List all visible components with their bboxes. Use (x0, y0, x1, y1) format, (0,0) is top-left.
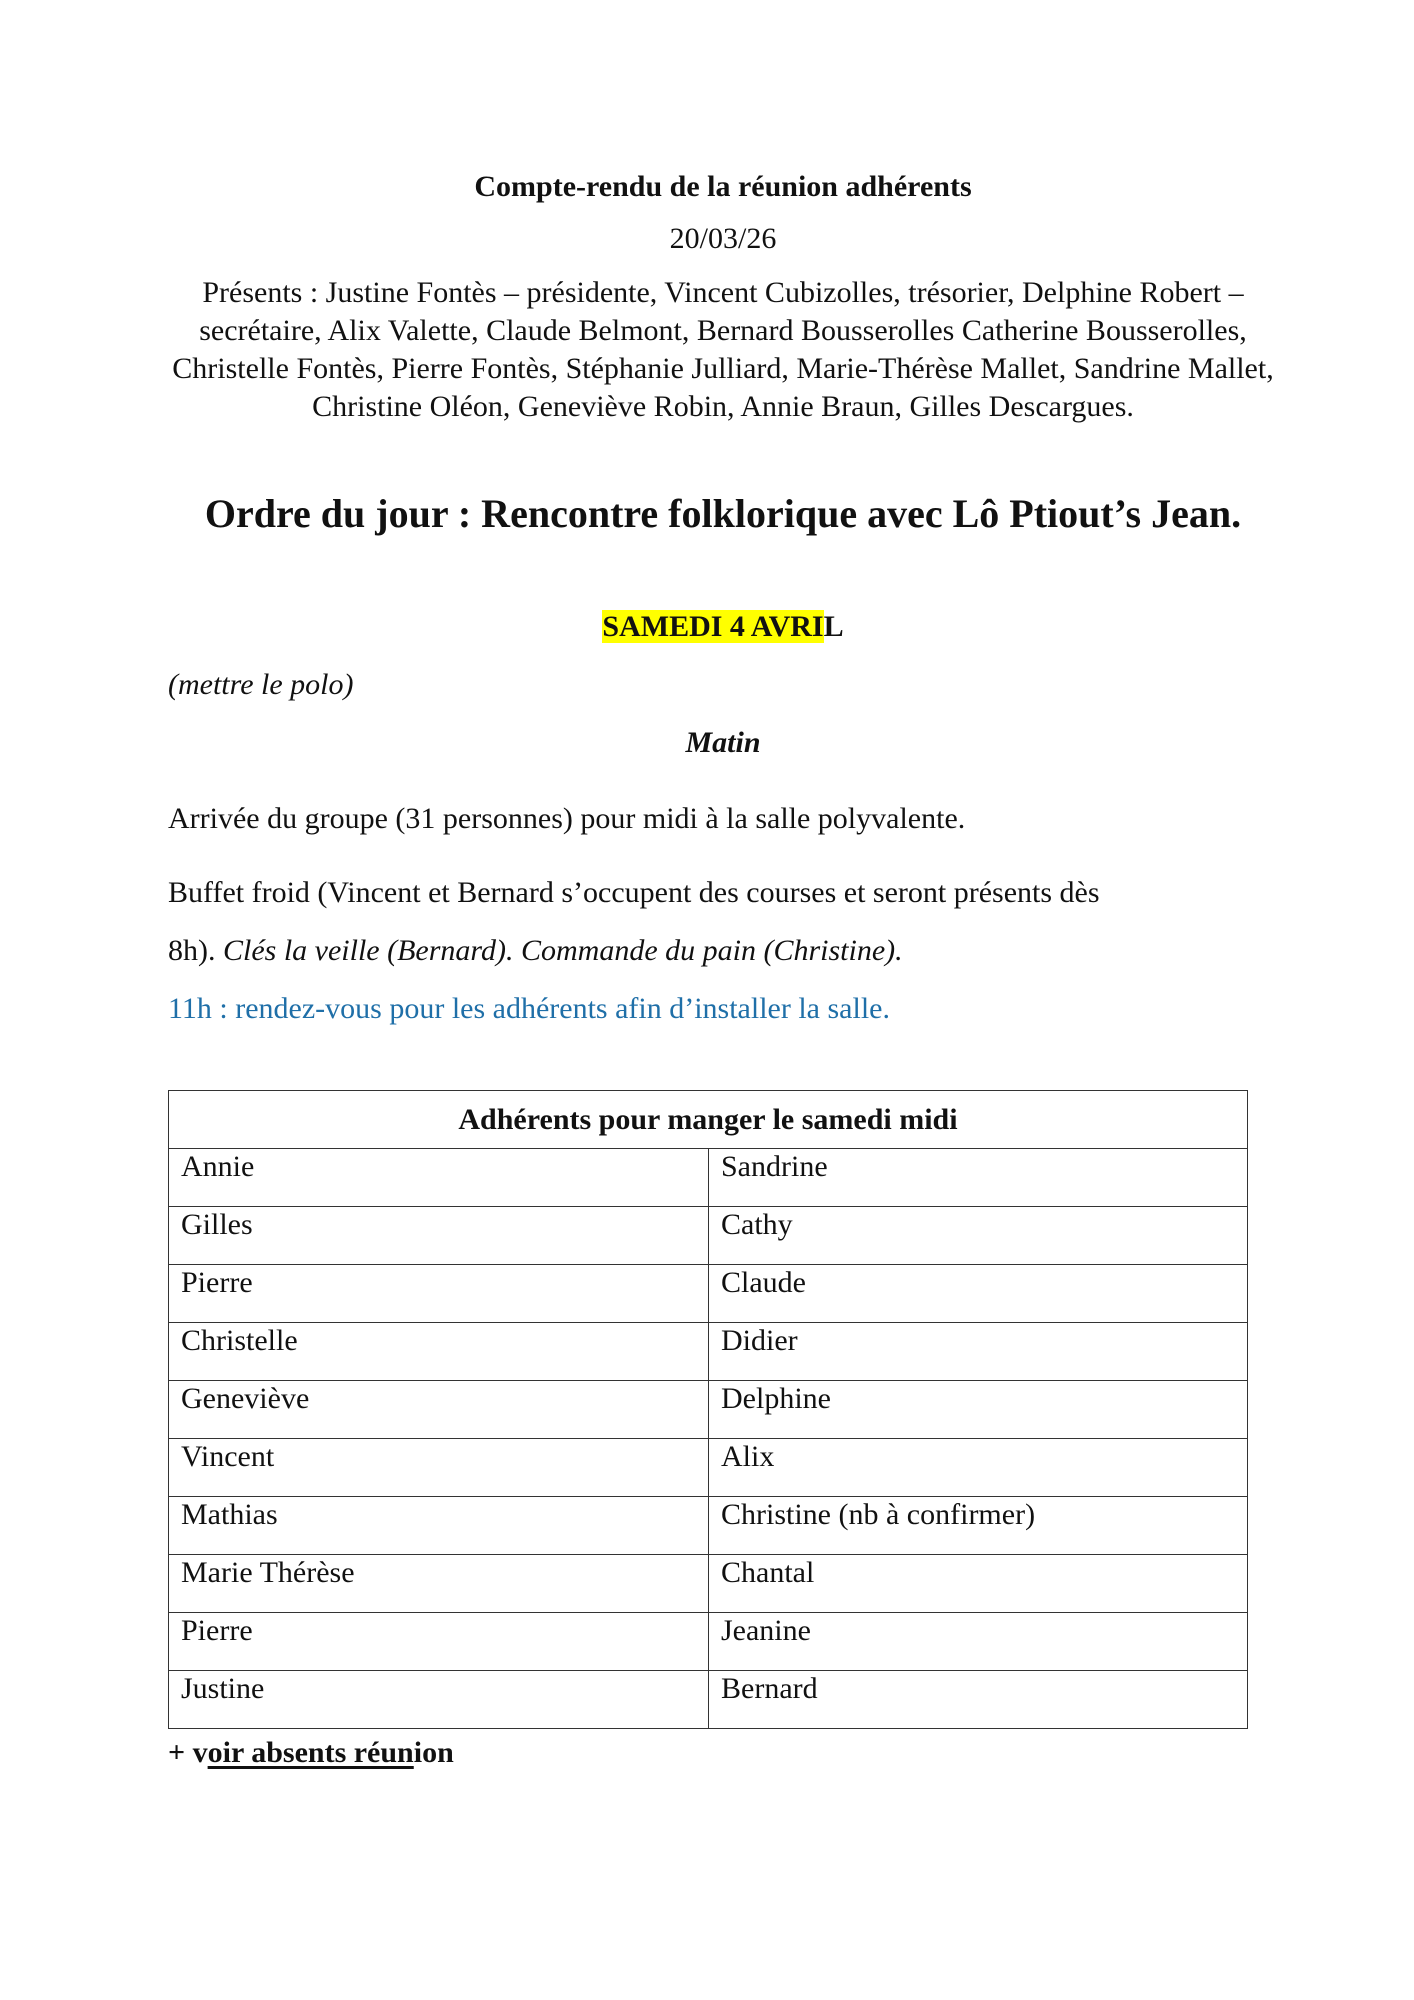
table-cell-right: Alix (709, 1439, 1248, 1497)
buffet-paragraph-line1: Buffet froid (Vincent et Bernard s’occupent des courses et seront présents dès (168, 876, 1100, 909)
table-row (169, 1613, 1248, 1671)
event-day (168, 608, 1278, 646)
attendees-list: Présents : Justine Fontès – présidente, Vincent Cubizolles, trésorier, Delphine Robert – secrétaire, Alix Valette, Claude Belmont, Bernard Bousserolles Catherine Bousserolles, Christelle Fontès, Pierre Fontès, Stéphanie Julliard, Marie-Thérèse Mallet, Sandrine Mallet, Christine Oléon, Geneviève Robin, Annie Braun, Gilles Descargues. (172, 276, 1274, 423)
buffet-line2-start: 8h). (168, 934, 223, 967)
table-cell-right: Chantal (709, 1555, 1248, 1613)
table-header-row (169, 1091, 1248, 1149)
table-header: Adhérents pour manger le samedi midi (169, 1091, 1248, 1149)
table-cell-right: Cathy (709, 1207, 1248, 1265)
table-cell-right: Sandrine (709, 1149, 1248, 1207)
agenda-title: Ordre du jour : Rencontre folklorique avec Lô Ptiout’s Jean. (204, 491, 1242, 536)
table-cell-left: Marie Thérèse (169, 1555, 709, 1613)
table-row (169, 1671, 1248, 1729)
table-row (169, 1207, 1248, 1265)
table-cell-left: Geneviève (169, 1381, 709, 1439)
table-cell-left: Vincent (169, 1439, 709, 1497)
buffet-line2-italic: Clés la veille (Bernard). Commande du pain (Christine). (223, 934, 903, 967)
buffet-paragraph-line2 (168, 932, 1278, 970)
table-row (169, 1555, 1248, 1613)
table-cell-left: Justine (169, 1671, 709, 1729)
absent-note-prefix: + v (168, 1736, 208, 1769)
table-cell-right: Didier (709, 1323, 1248, 1381)
arrival-paragraph: Arrivée du groupe (31 personnes) pour midi à la salle polyvalente. (168, 802, 966, 835)
rendezvous-line: 11h : rendez-vous pour les adhérents afin d’installer la salle. (168, 992, 890, 1025)
absent-note-suffix: ion (413, 1736, 454, 1769)
table-cell-left: Gilles (169, 1207, 709, 1265)
table-row (169, 1497, 1248, 1555)
document-title: Compte-rendu de la réunion adhérents (474, 170, 972, 203)
table-cell-left: Pierre (169, 1265, 709, 1323)
absent-note (168, 1734, 454, 1772)
absent-note-underlined: oir absents réun (207, 1736, 414, 1769)
table-cell-left: Christelle (169, 1323, 709, 1381)
table-cell-left: Pierre (169, 1613, 709, 1671)
table-row (169, 1439, 1248, 1497)
table-cell-right: Jeanine (709, 1613, 1248, 1671)
table-body (169, 1149, 1248, 1729)
morning-heading: Matin (685, 726, 761, 759)
table-cell-right: Claude (709, 1265, 1248, 1323)
meeting-date: 20/03/26 (669, 222, 777, 255)
table-cell-left: Mathias (169, 1497, 709, 1555)
table-cell-right: Bernard (709, 1671, 1248, 1729)
dress-note: (mettre le polo) (168, 668, 354, 701)
table-row (169, 1149, 1248, 1207)
table-row (169, 1265, 1248, 1323)
table-row (169, 1323, 1248, 1381)
lunch-attendees-table (168, 1090, 1248, 1729)
event-day-highlight: SAMEDI 4 AVRI (602, 610, 824, 643)
table-row (169, 1381, 1248, 1439)
table-cell-right: Christine (nb à confirmer) (709, 1497, 1248, 1555)
table-cell-left: Annie (169, 1149, 709, 1207)
event-day-rest: L (823, 610, 844, 643)
table-cell-right: Delphine (709, 1381, 1248, 1439)
